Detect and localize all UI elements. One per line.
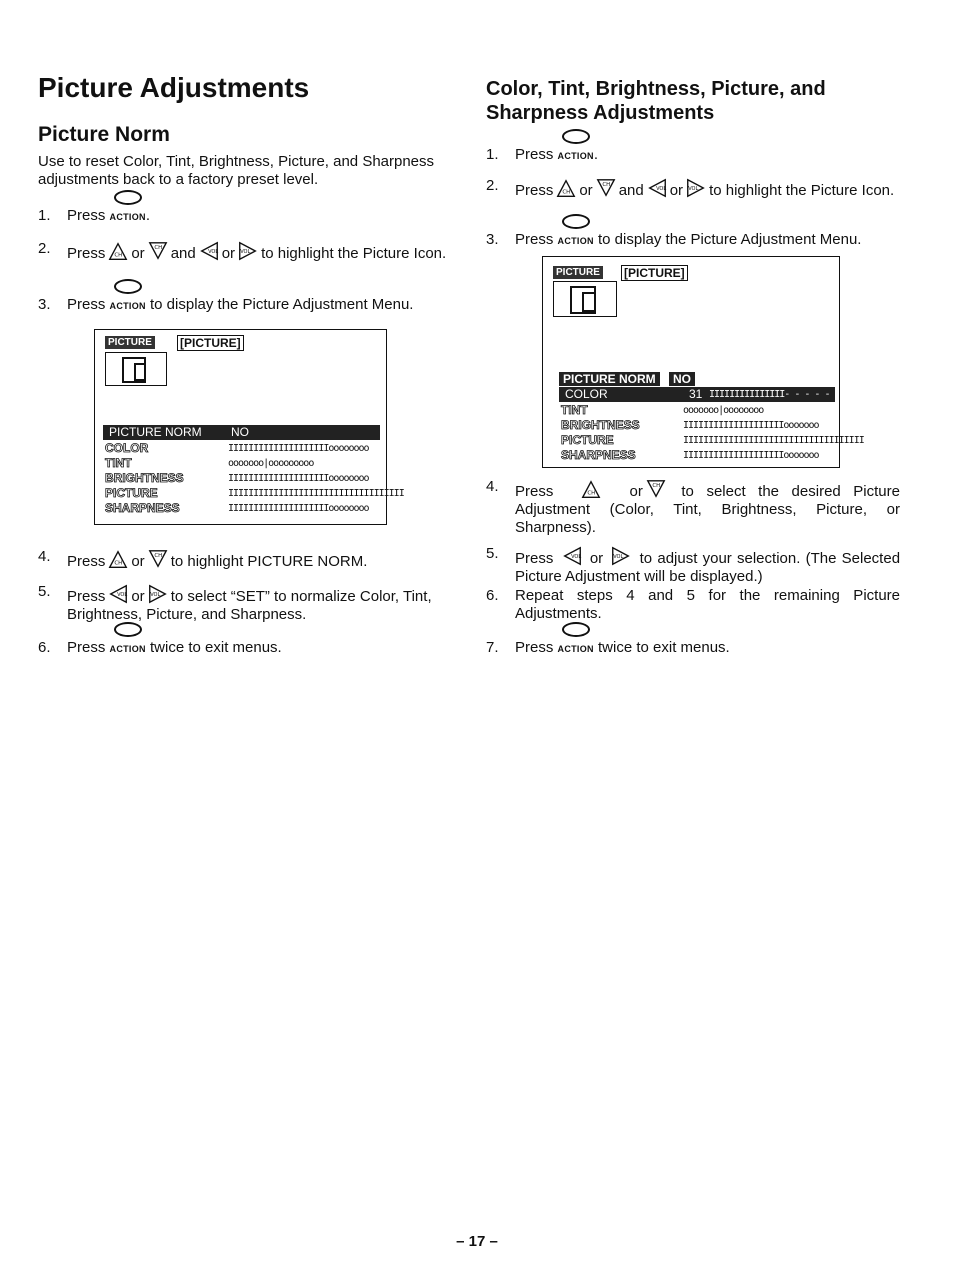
ch-down-icon [147, 548, 169, 570]
tint-level-bar: ooooooo|oooooooo [683, 405, 764, 416]
picture-level-bar: IIIIIIIIIIIIIIIIIIIIIIIIIIIIIIIIIII [228, 488, 404, 499]
menu-header: [PICTURE] [621, 265, 688, 281]
picture-norm-intro: Use to reset Color, Tint, Brightness, Picture, and Sharpness adjustments back to a factory preset level. [38, 153, 435, 188]
vol-left-icon [561, 545, 583, 567]
sharpness-level-bar: IIIIIIIIIIIIIIIIIIIIoooooooo [228, 503, 369, 514]
sharpness-level-bar: IIIIIIIIIIIIIIIIIIIIooooooo [683, 450, 819, 461]
menu-tab: PICTURE [553, 266, 603, 279]
ch-up-icon [555, 177, 577, 199]
step: 5. Press or to select “SET” to normalize Color, Tint, Brightness, Picture, and Sharpness. [38, 583, 432, 623]
ch-down-icon [595, 177, 617, 199]
picture-norm-row: PICTURE NORM NO [559, 372, 695, 387]
step: 3. Press ACTION to display the Picture Adjustment Menu. [38, 296, 458, 315]
vol-right-icon [685, 177, 707, 199]
action-button-icon: ACTION [110, 296, 146, 315]
action-button-icon: ACTION [558, 146, 594, 165]
picture-icon [553, 281, 617, 317]
action-button-icon: ACTION [558, 639, 594, 658]
picture-level-bar: IIIIIIIIIIIIIIIIIIIIIIIIIIIIIIIIIIII [683, 435, 864, 446]
step: 6. Press ACTION twice to exit menus. [38, 639, 450, 658]
picture-icon [105, 352, 167, 386]
step: 2. Press or and or to highlight the Picture Icon. [486, 177, 895, 199]
ch-up-icon [107, 548, 129, 570]
step: 2. Press or and or to highlight the Picture Icon. [38, 240, 447, 262]
menu-row-color: COLOR [105, 441, 149, 455]
step: 1. Press ACTION. [38, 207, 150, 226]
action-button-icon: ACTION [110, 207, 146, 226]
tint-level-bar: ooooooo|ooooooooo [228, 458, 314, 469]
step: 5. Press or to adjust your selection. (The Selected Picture Adjustment will be displayed.) [486, 545, 901, 585]
vol-right-icon [610, 545, 632, 567]
menu-row-picture: PICTURE [561, 433, 614, 447]
picture-norm-heading: Picture Norm [38, 123, 170, 146]
menu-row-brightness: BRIGHTNESS [561, 418, 640, 432]
page-title: Picture Adjustments [38, 72, 310, 103]
vol-left-icon [107, 583, 129, 605]
menu-row-picture: PICTURE [105, 486, 158, 500]
menu-tab: PICTURE [105, 336, 155, 349]
vol-left-icon [198, 240, 220, 262]
ch-down-icon [645, 478, 667, 500]
step: 4. Press or to select the desired Picture Adjustment (Color, Tint, Brightness, Picture, or Sharpness). [486, 478, 900, 536]
vol-left-icon [646, 177, 668, 199]
step: 3. Press ACTION to display the Picture Adjustment Menu. [486, 231, 906, 250]
menu-header: [PICTURE] [177, 335, 244, 351]
step: 6. Repeat steps 4 and 5 for the remaining Picture Adjustments. [486, 587, 900, 622]
brightness-level-bar: IIIIIIIIIIIIIIIIIIIIooooooo [683, 420, 819, 431]
menu-row-tint: TINT [105, 456, 132, 470]
color-level-bar: IIIIIIIIIIIIIIIIIIIIoooooooo [228, 443, 369, 454]
menu-row-sharpness: SHARPNESS [561, 448, 636, 462]
step: 4. Press or to highlight PICTURE NORM. [38, 548, 368, 570]
picture-menu-screen [94, 329, 404, 525]
picture-menu-screen [542, 256, 864, 468]
action-button-icon: ACTION [110, 639, 146, 658]
action-button-icon: ACTION [558, 231, 594, 250]
menu-row-tint: TINT [561, 403, 588, 417]
color-row: COLOR 31 IIIIIIIIIIIIIII- - - - - - - [559, 387, 835, 402]
step: 7. Press ACTION twice to exit menus. [486, 639, 900, 658]
vol-right-icon [147, 583, 169, 605]
step: 1. Press ACTION. [486, 146, 900, 165]
brightness-level-bar: IIIIIIIIIIIIIIIIIIIIoooooooo [228, 473, 369, 484]
menu-row-brightness: BRIGHTNESS [105, 471, 184, 485]
ch-down-icon [147, 240, 169, 262]
picture-norm-row: PICTURE NORM NO [103, 425, 380, 440]
ch-up-icon [107, 240, 129, 262]
color-level-bar: IIIIIIIIIIIIIII- - - - - - - [709, 389, 850, 400]
menu-row-sharpness: SHARPNESS [105, 501, 180, 515]
page-number: – 17 – [456, 1233, 498, 1250]
ch-up-icon [580, 478, 602, 500]
vol-right-icon [237, 240, 259, 262]
adjustments-heading: Color, Tint, Brightness, Picture, and Sharpness Adjustments [486, 78, 826, 124]
